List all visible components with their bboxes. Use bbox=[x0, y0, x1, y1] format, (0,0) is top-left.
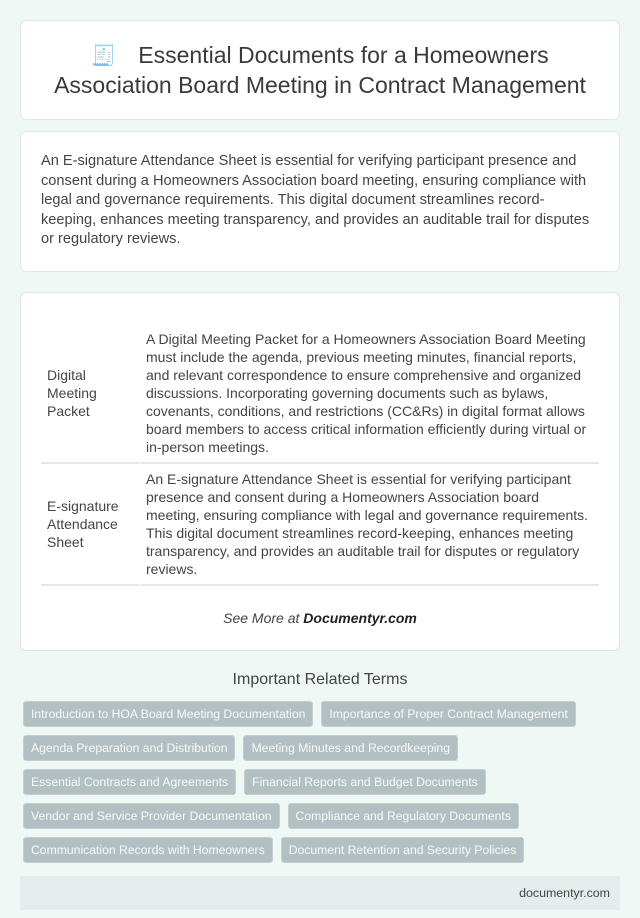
related-term-chip[interactable]: Agenda Preparation and Distribution bbox=[23, 735, 235, 761]
documents-table-card bbox=[20, 292, 620, 651]
page-title-text: Essential Documents for a Homeowners Association Board Meeting in Contract Management bbox=[54, 41, 586, 98]
footer-site-link[interactable]: documentyr.com bbox=[519, 886, 610, 900]
see-more-link[interactable]: Documentyr.com bbox=[303, 610, 417, 626]
see-more bbox=[41, 610, 599, 626]
related-term-chip[interactable]: Meeting Minutes and Recordkeeping bbox=[243, 735, 458, 761]
description-card bbox=[20, 131, 620, 272]
related-term-chip[interactable]: Financial Reports and Budget Documents bbox=[244, 769, 486, 795]
see-more-prefix: See More at bbox=[223, 610, 304, 626]
page-title bbox=[41, 41, 599, 100]
related-term-chip[interactable]: Essential Contracts and Agreements bbox=[23, 769, 236, 795]
definition-cell: An E-signature Attendance Sheet is essential for verifying participant presence and consent during a Homeowners Association board meeting, ensuring compliance with legal and governance requirements. This digital document streamlines record-keeping, enhances meeting transparency, and provides an auditable trail for disputes or regulatory reviews. bbox=[139, 464, 599, 586]
related-terms-list bbox=[20, 701, 620, 863]
documents-table bbox=[41, 318, 599, 586]
related-term-chip[interactable]: Communication Records with Homeowners bbox=[23, 837, 273, 863]
related-term-chip[interactable]: Compliance and Regulatory Documents bbox=[288, 803, 519, 829]
description-text: An E-signature Attendance Sheet is essential for verifying participant presence and consent during a Homeowners Association board meeting, ensuring compliance with legal and governance requirements. This digital document streamlines record-keeping, enhances meeting transparency, and provides an auditable trail for disputes or regulatory reviews. bbox=[41, 153, 590, 248]
title-card bbox=[20, 20, 620, 120]
related-terms-heading: Important Related Terms bbox=[232, 671, 408, 688]
term-cell: Digital Meeting Packet bbox=[41, 318, 139, 464]
related-term-chip[interactable]: Introduction to HOA Board Meeting Documentation bbox=[23, 701, 313, 727]
table-row bbox=[41, 464, 599, 586]
receipt-icon: 🧾 bbox=[91, 44, 117, 67]
related-term-chip[interactable]: Vendor and Service Provider Documentation bbox=[23, 803, 280, 829]
definition-cell: A Digital Meeting Packet for a Homeowners Association Board Meeting must include the agenda, previous meeting minutes, financial reports, and relevant correspondence to ensure comprehensive and organized discussions. Incorporating governing documents such as bylaws, covenants, conditions, and restrictions (CC&Rs) in digital format allows board members to access critical information efficiently during virtual or in-person meetings. bbox=[139, 318, 599, 464]
term-cell: E-signature Attendance Sheet bbox=[41, 464, 139, 586]
footer bbox=[20, 876, 620, 910]
related-term-chip[interactable]: Document Retention and Security Policies bbox=[281, 837, 525, 863]
related-term-chip[interactable]: Importance of Proper Contract Management bbox=[321, 701, 575, 727]
related-terms-section bbox=[20, 671, 620, 863]
table-row bbox=[41, 318, 599, 464]
